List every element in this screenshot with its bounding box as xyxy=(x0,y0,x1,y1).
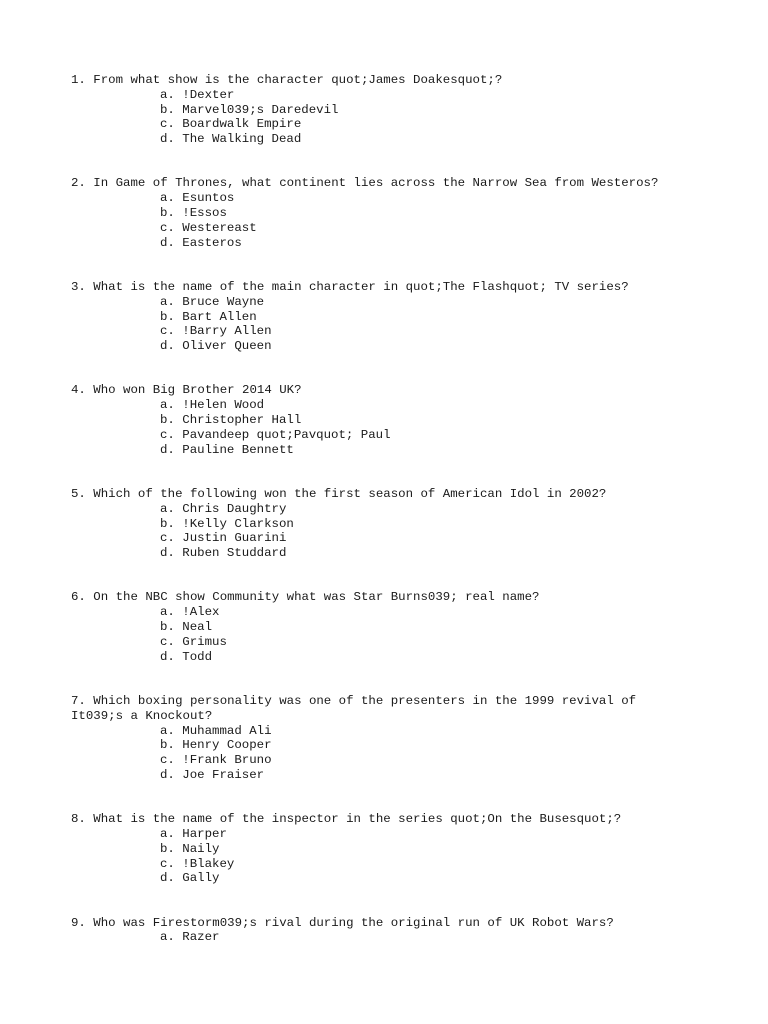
option-item: a. !Dexter xyxy=(160,87,235,102)
option-item: d. The Walking Dead xyxy=(160,132,302,147)
option-item: c. Pavandeep quot;Pavquot; Paul xyxy=(160,427,391,442)
question-text: 6. On the NBC show Community what was Star Burns039; real name? xyxy=(71,590,540,605)
option-item: a. Harper xyxy=(160,826,227,841)
question-text: 1. From what show is the character quot;James Doakesquot;? xyxy=(71,73,503,87)
option-list xyxy=(71,502,751,561)
option-item: b. Bart Allen xyxy=(160,309,257,324)
option-item: c. Boardwalk Empire xyxy=(160,117,302,132)
option-list xyxy=(71,930,751,945)
option-list xyxy=(71,827,751,886)
question-8 xyxy=(71,812,751,886)
option-item: c. !Barry Allen xyxy=(160,324,272,339)
option-item: b. Christopher Hall xyxy=(160,413,302,428)
option-item: a. !Helen Wood xyxy=(160,398,265,413)
option-item: c. Westereast xyxy=(160,220,257,235)
option-item: a. !Alex xyxy=(160,605,220,620)
question-text: 3. What is the name of the main character in quot;The Flashquot; TV series? xyxy=(71,279,629,294)
option-item: b. !Essos xyxy=(160,206,227,221)
question-3 xyxy=(71,280,751,354)
question-9 xyxy=(71,916,751,946)
option-item: d. Todd xyxy=(160,649,213,664)
option-item: c. Grimus xyxy=(160,634,227,649)
option-item: d. Easteros xyxy=(160,235,242,250)
option-list xyxy=(71,724,751,783)
option-item: c. !Frank Bruno xyxy=(160,753,272,768)
option-item: a. Bruce Wayne xyxy=(160,294,265,309)
option-item: a. Chris Daughtry xyxy=(160,501,287,516)
option-list xyxy=(71,295,751,354)
quiz-document xyxy=(71,73,751,975)
option-list xyxy=(71,191,751,250)
option-list xyxy=(71,605,751,664)
option-item: b. Neal xyxy=(160,620,213,635)
question-4 xyxy=(71,383,751,457)
question-1 xyxy=(71,73,751,147)
question-7 xyxy=(71,694,751,783)
option-item: b. Naily xyxy=(160,841,220,856)
option-item: d. Joe Fraiser xyxy=(160,767,265,782)
question-2 xyxy=(71,176,751,250)
option-item: c. !Blakey xyxy=(160,856,235,871)
question-6 xyxy=(71,590,751,664)
question-5 xyxy=(71,487,751,561)
option-item: a. Esuntos xyxy=(160,191,235,206)
option-item: d. Gally xyxy=(160,871,220,886)
question-text: 4. Who won Big Brother 2014 UK? xyxy=(71,383,302,398)
option-list xyxy=(71,88,751,147)
option-item: b. Henry Cooper xyxy=(160,738,272,753)
question-text: 5. Which of the following won the first season of American Idol in 2002? xyxy=(71,486,607,501)
option-item: b. !Kelly Clarkson xyxy=(160,516,294,531)
option-item: d. Ruben Studdard xyxy=(160,546,287,561)
option-item: b. Marvel039;s Daredevil xyxy=(160,102,339,117)
option-item: d. Pauline Bennett xyxy=(160,442,294,457)
question-text: 2. In Game of Thrones, what continent lies across the Narrow Sea from Westeros? xyxy=(71,176,659,191)
option-item: d. Oliver Queen xyxy=(160,339,272,354)
question-text: 7. Which boxing personality was one of the presenters in the 1999 revival of It039;s a Knockout? xyxy=(71,693,637,723)
option-item: a. Muhammad Ali xyxy=(160,723,272,738)
option-list xyxy=(71,398,751,457)
question-text: 9. Who was Firestorm039;s rival during the original run of UK Robot Wars? xyxy=(71,915,614,930)
question-text: 8. What is the name of the inspector in the series quot;On the Busesquot;? xyxy=(71,812,622,827)
option-item: a. Razer xyxy=(160,930,220,945)
option-item: c. Justin Guarini xyxy=(160,531,287,546)
